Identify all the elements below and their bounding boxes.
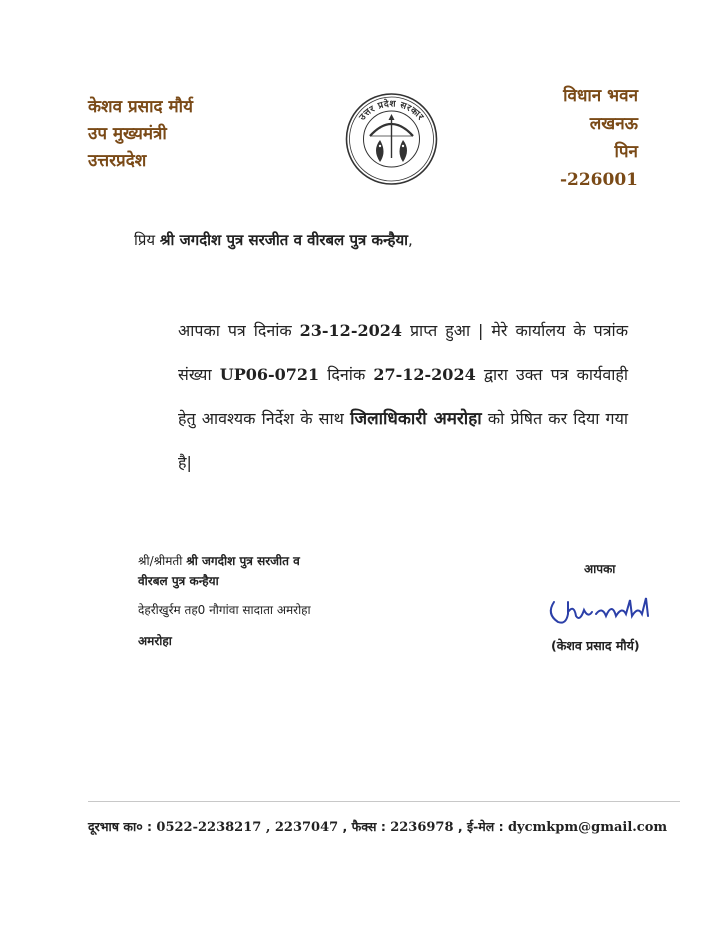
body-text-5: को प्रेषित कर दिया गया है| [178, 409, 628, 472]
recipient-name-line-2: वीरबल पुत्र कन्हैया [138, 574, 219, 588]
footer-divider [88, 801, 680, 802]
body-text-2: प्राप्त हुआ | मेरे कार्यालय के पत्रांक संख्या [178, 321, 628, 384]
office-address-block [560, 82, 638, 194]
email-label: , ई-मेल : [453, 819, 508, 834]
closing-text: आपका [584, 562, 616, 576]
fax-number: 2236978 [390, 820, 454, 835]
up-government-emblem-icon [340, 92, 443, 186]
salutation [134, 230, 413, 250]
pin-code: -226001 [559, 170, 638, 190]
body-text-4: द्वारा उक्त पत्र कार्यवाही हेतु आवश्यक निर्देश के साथ [178, 365, 629, 428]
sender-name: केशव प्रसाद मौर्य [88, 97, 193, 117]
salutation-prefix: प्रिय [134, 231, 156, 249]
sender-state: उत्तरप्रदेश [88, 151, 147, 171]
sender-designation: उप मुख्यमंत्री [88, 124, 167, 144]
address-line-2: लखनऊ [589, 114, 638, 134]
recipient-address [138, 551, 311, 651]
body-text-1: आपका पत्र दिनांक [178, 321, 300, 340]
letter-body [178, 309, 628, 485]
email-address: dycmkpm@gmail.com [507, 820, 668, 835]
recipient-city: अमरोहा [138, 634, 172, 648]
body-text-3: दिनांक [319, 365, 374, 384]
recipient-street: देहरीखुर्रम तह0 नौगांवा सादाता अमरोहा [138, 603, 311, 617]
recipient-prefix: श्री/श्रीमती [138, 554, 187, 568]
forwarded-office: जिलाधिकारी अमरोहा [350, 409, 482, 429]
signature-icon [544, 592, 664, 630]
salutation-name: श्री जगदीश पुत्र सरजीत व वीरबल पुत्र कन्हैया [159, 231, 409, 249]
footer-contact [88, 818, 667, 835]
address-line-1: विधान भवन [563, 86, 638, 106]
sender-block [88, 94, 193, 175]
salutation-suffix: , [408, 231, 413, 249]
fax-label: , फैक्स : [338, 819, 391, 834]
letter-date: 23-12-2024 [299, 321, 402, 340]
phone-label: दूरभाष का० : [88, 819, 157, 834]
signer-name: (केशव प्रसाद मौर्य) [551, 638, 640, 653]
pin-label: पिन [614, 142, 638, 162]
reference-date: 27-12-2024 [373, 365, 476, 384]
reference-number: UP06-0721 [219, 365, 320, 384]
recipient-name-line-1: श्री जगदीश पुत्र सरजीत व [186, 554, 300, 568]
emblem-text: उत्तर प्रदेश सरकार [357, 99, 426, 123]
phone-numbers: 0522-2238217 , 2237047 [156, 820, 339, 835]
